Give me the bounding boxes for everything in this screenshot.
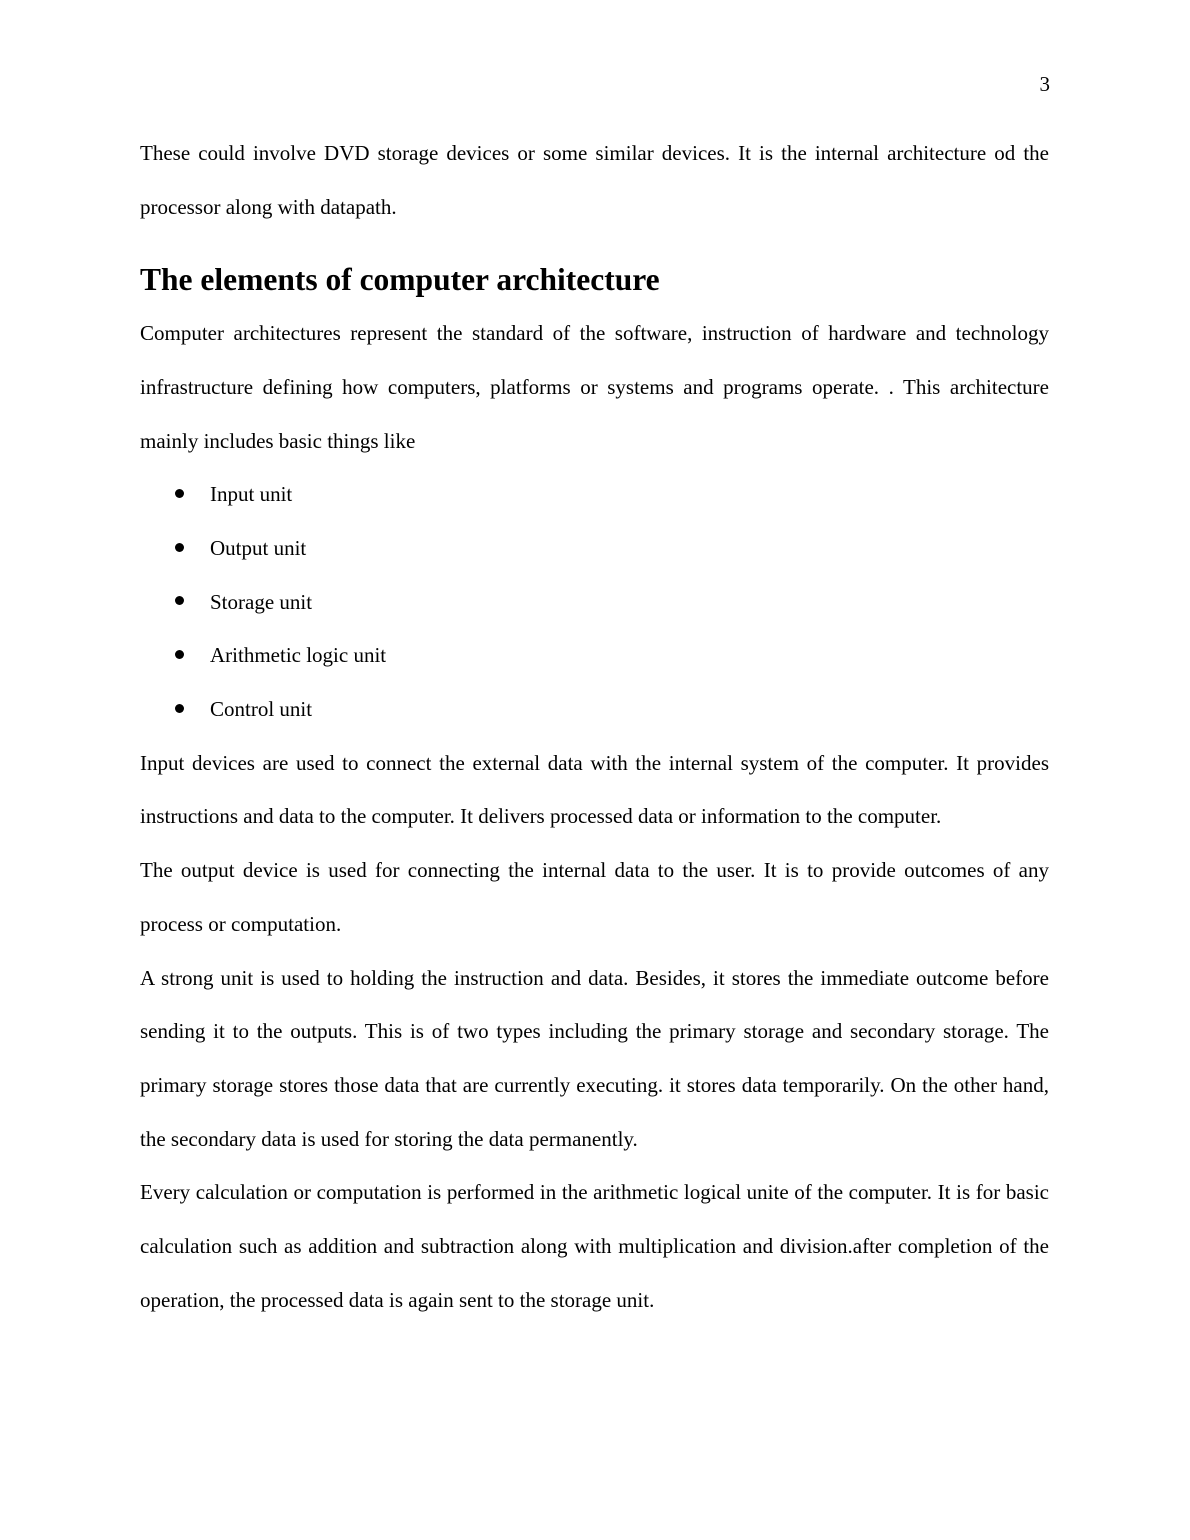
bullet-icon xyxy=(175,650,184,659)
intro-paragraph: These could involve DVD storage devices or some similar devices. It is the internal architecture od the processor along with datapath. xyxy=(140,141,1049,219)
page-content xyxy=(140,127,1049,1327)
list-item-label: Storage unit xyxy=(210,589,313,614)
list-item-label: Input unit xyxy=(210,482,293,507)
list-item xyxy=(140,522,1049,576)
input-devices-paragraph: Input devices are used to connect the external data with the internal system of the computer. It provides instructions and data to the computer. It delivers processed data or information to the computer. xyxy=(140,750,1049,829)
list-item xyxy=(140,468,1049,522)
list-item-label: Arithmetic logic unit xyxy=(210,643,387,668)
arithmetic-unit-paragraph: Every calculation or computation is performed in the arithmetic logical unite of the computer. It is for basic calculation such as addition and subtraction along with multiplication and division.after completion of the operation, the processed data is again sent to the storage unit. xyxy=(140,1180,1049,1312)
list-item-label: Output unit xyxy=(210,535,307,560)
section-intro-paragraph: Computer architectures represent the standard of the software, instruction of hardware and technology infrastructure defining how computers, platforms or systems and programs operate. . This architecture mainly includes basic things like xyxy=(140,321,1049,453)
list-item-label: Control unit xyxy=(210,697,313,722)
list-item xyxy=(140,629,1049,683)
list-item xyxy=(140,683,1049,737)
bullet-icon xyxy=(175,704,184,713)
bullet-icon xyxy=(175,543,184,552)
storage-unit-paragraph: A strong unit is used to holding the instruction and data. Besides, it stores the immediate outcome before sending it to the outputs. This is of two types including the primary storage and secondary storage. The primary storage stores those data that are currently executing. it stores data temporarily. On the other hand, the secondary data is used for storing the data permanently. xyxy=(140,965,1049,1151)
output-device-paragraph: The output device is used for connecting the internal data to the user. It is to provide outcomes of any process or computation. xyxy=(140,858,1049,936)
list-item xyxy=(140,576,1049,630)
bullet-icon xyxy=(175,489,184,498)
page-number: 3 xyxy=(1039,72,1050,96)
bullet-list xyxy=(140,468,1049,737)
section-heading: The elements of computer architecture xyxy=(140,262,660,298)
bullet-icon xyxy=(175,596,184,605)
